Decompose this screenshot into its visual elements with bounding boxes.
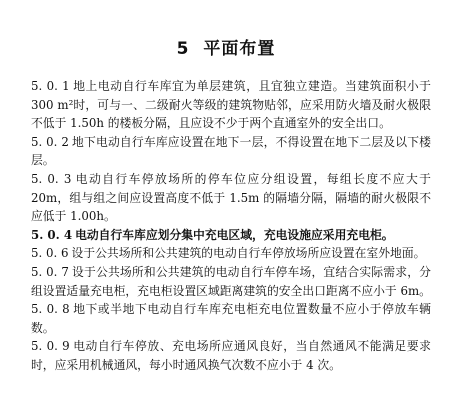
clause-5-0-8 xyxy=(31,300,431,337)
clause-number: 5. 0. 9 xyxy=(31,339,70,354)
clause-list xyxy=(31,77,431,375)
clause-text: 地下或半地下电动自行车库充电柜充电位置数量不应小于停放车辆数。 xyxy=(31,302,431,335)
clause-number: 5. 0. 1 xyxy=(31,79,70,93)
clause-text: 地上电动自行车库宜为单层建筑，且宜独立建造。当建筑面积小于300 m²时，可与一、二级耐火等级的建筑物贴邻，应采用防火墙及耐火极限不低于 1.50h 的楼板分隔，且应设不少于两个直通室外的安全出口。 xyxy=(31,79,431,131)
clause-text: 地下电动自行车库应设置在地下一层，不得设置在地下二层及以下楼层。 xyxy=(31,134,431,168)
clause-number: 5. 0. 2 xyxy=(31,134,69,149)
clause-5-0-9 xyxy=(31,337,431,374)
section-title: 平面布置 xyxy=(203,39,276,59)
clause-text: 设于公共场所和公共建筑的电动自行车停车场，宜结合实际需求，分组设置适量充电柜，充电柜设置区域距离建筑的安全出口距离不应小于 6m。 xyxy=(31,264,431,298)
clause-5-0-6 xyxy=(31,244,431,263)
clause-5-0-2 xyxy=(31,133,431,170)
clause-number: 5. 0. 3 xyxy=(31,171,72,186)
clause-text: 电动自行车库应划分集中充电区域，充电设施应采用充电柜。 xyxy=(75,227,394,242)
clause-text: 电动自行车停放、充电场所应通风良好，当自然通风不能满足要求时，应采用机械通风，每小时通风换气次数不应小于 4 次。 xyxy=(31,339,431,372)
clause-5-0-3 xyxy=(31,170,431,226)
clause-number: 5. 0. 6 xyxy=(31,246,69,261)
clause-text: 电动自行车停放场所的停车位应分组设置，每组长度不应大于 20m，组与组之间应设置高度不低于 1.5m 的隔墙分隔，隔墙的耐火极限不应低于 1.00h。 xyxy=(31,171,431,224)
clause-5-0-4 xyxy=(31,226,431,245)
clause-5-0-1 xyxy=(31,77,431,133)
clause-number: 5. 0. 4 xyxy=(31,227,73,242)
section-heading xyxy=(0,34,452,59)
clause-5-0-7 xyxy=(31,263,431,300)
clause-number: 5. 0. 7 xyxy=(31,264,69,279)
section-number: 5 xyxy=(176,39,190,59)
clause-text: 设于公共场所和公共建筑的电动自行车停放场所应设置在室外地面。 xyxy=(71,246,426,261)
clause-number: 5. 0. 8 xyxy=(31,302,70,317)
